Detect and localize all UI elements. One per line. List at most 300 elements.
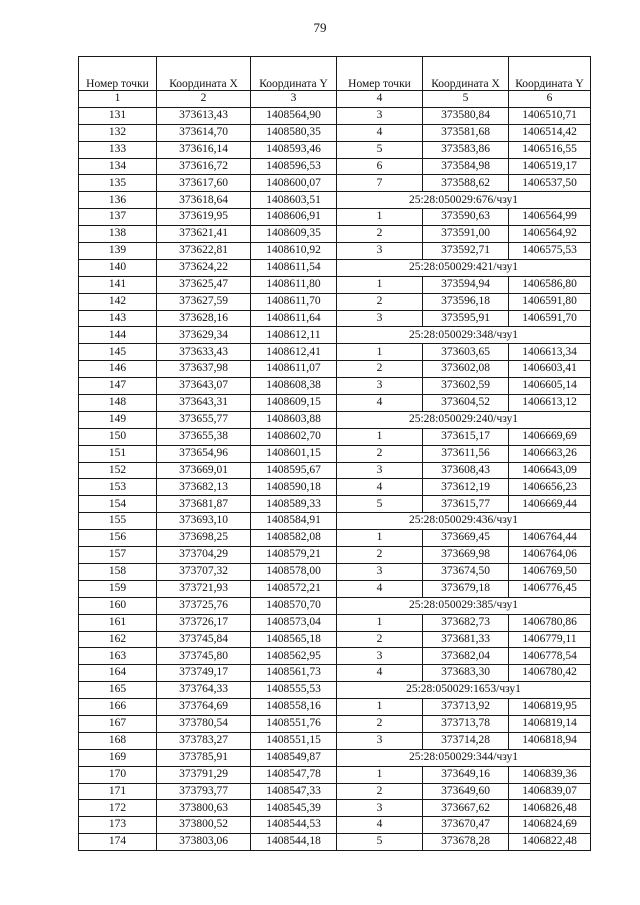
point-number-cell: 2	[337, 631, 423, 648]
coordinate-x-cell: 373603,65	[423, 344, 509, 361]
point-number-cell: 159	[79, 580, 157, 597]
table-row	[79, 614, 591, 631]
coordinate-x-cell: 373725,76	[157, 597, 251, 614]
coordinate-y-cell: 1408590,18	[251, 479, 337, 496]
coordinate-x-cell: 373674,50	[423, 563, 509, 580]
point-number-cell: 172	[79, 800, 157, 817]
coordinate-y-cell: 1406575,53	[509, 243, 591, 260]
point-number-cell: 143	[79, 310, 157, 327]
point-number-cell: 149	[79, 411, 157, 428]
point-number-cell: 4	[337, 124, 423, 141]
table-row	[79, 715, 591, 732]
coordinate-y-cell: 1408547,33	[251, 783, 337, 800]
coordinate-y-cell: 1408611,70	[251, 293, 337, 310]
coordinate-y-cell: 1408551,76	[251, 715, 337, 732]
coordinate-x-cell: 373649,16	[423, 766, 509, 783]
point-number-cell: 2	[337, 715, 423, 732]
coordinate-y-cell: 1406839,36	[509, 766, 591, 783]
coordinate-x-cell: 373616,14	[157, 141, 251, 158]
coordinate-x-cell: 373683,30	[423, 665, 509, 682]
coordinate-y-cell: 1406586,80	[509, 276, 591, 293]
coordinate-y-cell: 1408612,41	[251, 344, 337, 361]
coordinate-y-cell: 1406605,14	[509, 378, 591, 395]
section-label-cell: 25:28:050029:385/чзу1	[337, 597, 591, 614]
coordinate-y-cell: 1408565,18	[251, 631, 337, 648]
coordinate-x-cell: 373704,29	[157, 547, 251, 564]
coordinate-y-cell: 1408606,91	[251, 209, 337, 226]
coordinate-y-cell: 1406780,42	[509, 665, 591, 682]
coordinate-y-cell: 1408608,38	[251, 378, 337, 395]
coordinate-x-cell: 373669,45	[423, 530, 509, 547]
point-number-cell: 151	[79, 445, 157, 462]
column-number: 1	[79, 91, 157, 108]
coordinate-x-cell: 373633,43	[157, 344, 251, 361]
section-label-cell: 25:28:050029:676/чзу1	[337, 192, 591, 209]
header-row	[79, 57, 591, 91]
coordinate-x-cell: 373637,98	[157, 361, 251, 378]
point-number-cell: 135	[79, 175, 157, 192]
coordinate-x-cell: 373780,54	[157, 715, 251, 732]
coordinate-y-cell: 1406613,34	[509, 344, 591, 361]
table-row	[79, 344, 591, 361]
column-number: 5	[423, 91, 509, 108]
coordinate-x-cell: 373591,00	[423, 226, 509, 243]
point-number-cell: 140	[79, 259, 157, 276]
coordinate-y-cell: 1408609,15	[251, 395, 337, 412]
point-number-cell: 132	[79, 124, 157, 141]
coordinate-y-cell: 1408562,95	[251, 648, 337, 665]
coordinate-y-cell: 1408549,87	[251, 749, 337, 766]
point-number-cell: 3	[337, 310, 423, 327]
table-row	[79, 580, 591, 597]
point-number-cell: 1	[337, 530, 423, 547]
table-row	[79, 631, 591, 648]
coordinate-y-cell: 1408573,04	[251, 614, 337, 631]
coordinate-y-cell: 1408558,16	[251, 699, 337, 716]
point-number-cell: 147	[79, 378, 157, 395]
table-row	[79, 395, 591, 412]
point-number-cell: 136	[79, 192, 157, 209]
table-row	[79, 530, 591, 547]
point-number-cell: 1	[337, 766, 423, 783]
point-number-cell: 146	[79, 361, 157, 378]
section-label-cell: 25:28:050029:421/чзу1	[337, 259, 591, 276]
table-row	[79, 749, 591, 766]
point-number-cell: 164	[79, 665, 157, 682]
table-row	[79, 479, 591, 496]
coordinate-x-cell: 373745,84	[157, 631, 251, 648]
coordinate-y-cell: 1406537,50	[509, 175, 591, 192]
point-number-cell: 2	[337, 445, 423, 462]
coordinate-y-cell: 1406839,07	[509, 783, 591, 800]
coordinate-x-cell: 373678,28	[423, 834, 509, 851]
coordinate-y-cell: 1406514,42	[509, 124, 591, 141]
section-label-cell: 25:28:050029:348/чзу1	[337, 327, 591, 344]
coordinate-y-cell: 1406603,41	[509, 361, 591, 378]
header-point-number-2: Номер точки	[337, 57, 423, 91]
point-number-cell: 162	[79, 631, 157, 648]
coordinate-y-cell: 1408555,53	[251, 682, 337, 699]
coordinate-y-cell: 1408601,15	[251, 445, 337, 462]
point-number-cell: 153	[79, 479, 157, 496]
table-row	[79, 699, 591, 716]
point-number-cell: 165	[79, 682, 157, 699]
table-row	[79, 445, 591, 462]
coordinate-x-cell: 373655,77	[157, 411, 251, 428]
coordinate-y-cell: 1408551,15	[251, 732, 337, 749]
coordinate-x-cell: 373681,87	[157, 496, 251, 513]
point-number-cell: 158	[79, 563, 157, 580]
coordinate-y-cell: 1408610,92	[251, 243, 337, 260]
coordinate-y-cell: 1408595,67	[251, 462, 337, 479]
point-number-cell: 145	[79, 344, 157, 361]
point-number-cell: 1	[337, 344, 423, 361]
point-number-cell: 167	[79, 715, 157, 732]
table-row	[79, 378, 591, 395]
point-number-cell: 3	[337, 800, 423, 817]
coordinate-y-cell: 1408547,78	[251, 766, 337, 783]
coordinate-y-cell: 1406776,45	[509, 580, 591, 597]
table-row	[79, 800, 591, 817]
coordinate-x-cell: 373619,95	[157, 209, 251, 226]
coordinate-x-cell: 373693,10	[157, 513, 251, 530]
coordinate-y-cell: 1408602,70	[251, 428, 337, 445]
coordinate-x-cell: 373670,47	[423, 817, 509, 834]
coordinate-y-cell: 1408611,07	[251, 361, 337, 378]
coordinate-y-cell: 1406564,99	[509, 209, 591, 226]
point-number-cell: 139	[79, 243, 157, 260]
coordinate-x-cell: 373615,17	[423, 428, 509, 445]
coordinate-x-cell: 373726,17	[157, 614, 251, 631]
table-row	[79, 158, 591, 175]
coordinate-y-cell: 1406564,92	[509, 226, 591, 243]
coordinate-x-cell: 373800,63	[157, 800, 251, 817]
table-row	[79, 141, 591, 158]
coordinate-y-cell: 1408596,53	[251, 158, 337, 175]
coordinate-y-cell: 1408564,90	[251, 107, 337, 124]
coordinate-x-cell: 373800,52	[157, 817, 251, 834]
coordinate-x-cell: 373745,80	[157, 648, 251, 665]
column-number-row	[79, 91, 591, 108]
coordinate-x-cell: 373629,34	[157, 327, 251, 344]
point-number-cell: 168	[79, 732, 157, 749]
coordinate-x-cell: 373584,98	[423, 158, 509, 175]
table-row	[79, 513, 591, 530]
point-number-cell: 156	[79, 530, 157, 547]
coordinate-x-cell: 373613,43	[157, 107, 251, 124]
coordinate-x-cell: 373654,96	[157, 445, 251, 462]
coordinate-y-cell: 1406591,80	[509, 293, 591, 310]
table-row	[79, 597, 591, 614]
point-number-cell: 142	[79, 293, 157, 310]
point-number-cell: 154	[79, 496, 157, 513]
coordinate-x-cell: 373698,25	[157, 530, 251, 547]
column-number: 6	[509, 91, 591, 108]
table-row	[79, 226, 591, 243]
point-number-cell: 1	[337, 428, 423, 445]
table-row	[79, 563, 591, 580]
coordinate-y-cell: 1408545,39	[251, 800, 337, 817]
coordinate-y-cell: 1406769,50	[509, 563, 591, 580]
coordinate-x-cell: 373580,84	[423, 107, 509, 124]
coordinate-x-cell: 373590,63	[423, 209, 509, 226]
point-number-cell: 6	[337, 158, 423, 175]
coordinate-x-cell: 373681,33	[423, 631, 509, 648]
coordinate-x-cell: 373608,43	[423, 462, 509, 479]
point-number-cell: 1	[337, 276, 423, 293]
point-number-cell: 2	[337, 547, 423, 564]
coordinate-y-cell: 1408579,21	[251, 547, 337, 564]
coordinate-y-cell: 1408593,46	[251, 141, 337, 158]
table-row	[79, 310, 591, 327]
table-row	[79, 817, 591, 834]
point-number-cell: 3	[337, 462, 423, 479]
column-number: 3	[251, 91, 337, 108]
table-row	[79, 682, 591, 699]
coordinate-y-cell: 1406516,55	[509, 141, 591, 158]
table-row	[79, 462, 591, 479]
table-row	[79, 243, 591, 260]
point-number-cell: 150	[79, 428, 157, 445]
coordinate-y-cell: 1408561,73	[251, 665, 337, 682]
coordinate-y-cell: 1406818,94	[509, 732, 591, 749]
coordinate-x-cell: 373655,38	[157, 428, 251, 445]
point-number-cell: 3	[337, 107, 423, 124]
header-coordinate-x-2: Координата X	[423, 57, 509, 91]
coordinate-y-cell: 1406778,54	[509, 648, 591, 665]
table-row	[79, 293, 591, 310]
coordinate-x-cell: 373764,33	[157, 682, 251, 699]
point-number-cell: 157	[79, 547, 157, 564]
coordinate-y-cell: 1406656,23	[509, 479, 591, 496]
point-number-cell: 5	[337, 496, 423, 513]
point-number-cell: 2	[337, 361, 423, 378]
coordinate-x-cell: 373611,56	[423, 445, 509, 462]
section-label-cell: 25:28:050029:1653/чзу1	[337, 682, 591, 699]
point-number-cell: 144	[79, 327, 157, 344]
table-row	[79, 259, 591, 276]
point-number-cell: 133	[79, 141, 157, 158]
coordinate-y-cell: 1408584,91	[251, 513, 337, 530]
table-row	[79, 428, 591, 445]
coordinate-x-cell: 373721,93	[157, 580, 251, 597]
table-row	[79, 209, 591, 226]
coordinate-x-cell: 373616,72	[157, 158, 251, 175]
coordinate-x-cell: 373618,64	[157, 192, 251, 209]
table-row	[79, 496, 591, 513]
coordinate-x-cell: 373682,13	[157, 479, 251, 496]
coordinate-x-cell: 373679,18	[423, 580, 509, 597]
coordinate-y-cell: 1406591,70	[509, 310, 591, 327]
coordinate-y-cell: 1408611,80	[251, 276, 337, 293]
coordinate-y-cell: 1406764,44	[509, 530, 591, 547]
table-row	[79, 276, 591, 293]
coordinate-x-cell: 373614,70	[157, 124, 251, 141]
point-number-cell: 169	[79, 749, 157, 766]
coordinate-y-cell: 1406826,48	[509, 800, 591, 817]
coordinate-y-cell: 1406669,44	[509, 496, 591, 513]
coordinate-y-cell: 1406824,69	[509, 817, 591, 834]
coordinate-y-cell: 1408611,64	[251, 310, 337, 327]
coordinate-x-cell: 373602,59	[423, 378, 509, 395]
coordinate-x-cell: 373803,06	[157, 834, 251, 851]
coordinate-x-cell: 373764,69	[157, 699, 251, 716]
coordinate-x-cell: 373643,31	[157, 395, 251, 412]
point-number-cell: 152	[79, 462, 157, 479]
header-coordinate-y-2: Координата Y	[509, 57, 591, 91]
table-row	[79, 766, 591, 783]
coordinate-y-cell: 1408611,54	[251, 259, 337, 276]
coordinate-y-cell: 1408609,35	[251, 226, 337, 243]
point-number-cell: 1	[337, 699, 423, 716]
coordinate-x-cell: 373624,22	[157, 259, 251, 276]
header-coordinate-y: Координата Y	[251, 57, 337, 91]
coordinate-x-cell: 373713,78	[423, 715, 509, 732]
coordinate-y-cell: 1408544,53	[251, 817, 337, 834]
coordinate-y-cell: 1408544,18	[251, 834, 337, 851]
point-number-cell: 170	[79, 766, 157, 783]
coordinate-x-cell: 373625,47	[157, 276, 251, 293]
point-number-cell: 134	[79, 158, 157, 175]
table-row	[79, 783, 591, 800]
point-number-cell: 3	[337, 243, 423, 260]
coordinate-x-cell: 373682,04	[423, 648, 509, 665]
coordinate-x-cell: 373602,08	[423, 361, 509, 378]
coordinate-x-cell: 373588,62	[423, 175, 509, 192]
point-number-cell: 173	[79, 817, 157, 834]
coordinate-x-cell: 373615,77	[423, 496, 509, 513]
point-number-cell: 3	[337, 648, 423, 665]
point-number-cell: 3	[337, 378, 423, 395]
point-number-cell: 4	[337, 479, 423, 496]
coordinate-x-cell: 373713,92	[423, 699, 509, 716]
coordinate-y-cell: 1406669,69	[509, 428, 591, 445]
table-row	[79, 361, 591, 378]
table-body	[79, 107, 591, 850]
coordinate-x-cell: 373749,17	[157, 665, 251, 682]
coordinate-y-cell: 1408582,08	[251, 530, 337, 547]
table-row	[79, 732, 591, 749]
point-number-cell: 160	[79, 597, 157, 614]
coordinate-y-cell: 1408612,11	[251, 327, 337, 344]
table-row	[79, 411, 591, 428]
point-number-cell: 4	[337, 665, 423, 682]
table-row	[79, 834, 591, 851]
point-number-cell: 4	[337, 580, 423, 597]
header-coordinate-x: Координата X	[157, 57, 251, 91]
table-row	[79, 327, 591, 344]
point-number-cell: 163	[79, 648, 157, 665]
coordinate-x-cell: 373682,73	[423, 614, 509, 631]
coordinates-table	[78, 56, 591, 851]
point-number-cell: 2	[337, 293, 423, 310]
table-row	[79, 124, 591, 141]
point-number-cell: 1	[337, 209, 423, 226]
coordinate-x-cell: 373604,52	[423, 395, 509, 412]
coordinate-y-cell: 1408589,33	[251, 496, 337, 513]
coordinate-y-cell: 1406663,26	[509, 445, 591, 462]
point-number-cell: 1	[337, 614, 423, 631]
coordinate-x-cell: 373594,94	[423, 276, 509, 293]
point-number-cell: 148	[79, 395, 157, 412]
page-number: 79	[313, 20, 327, 35]
coordinate-y-cell: 1408603,88	[251, 411, 337, 428]
point-number-cell: 138	[79, 226, 157, 243]
point-number-cell: 174	[79, 834, 157, 851]
coordinate-y-cell: 1408603,51	[251, 192, 337, 209]
coordinate-x-cell: 373667,62	[423, 800, 509, 817]
coordinate-y-cell: 1408572,21	[251, 580, 337, 597]
coordinate-x-cell: 373581,68	[423, 124, 509, 141]
coordinate-y-cell: 1406510,71	[509, 107, 591, 124]
point-number-cell: 2	[337, 226, 423, 243]
column-number: 2	[157, 91, 251, 108]
column-number: 4	[337, 91, 423, 108]
coordinate-x-cell: 373785,91	[157, 749, 251, 766]
coordinate-x-cell: 373707,32	[157, 563, 251, 580]
point-number-cell: 2	[337, 783, 423, 800]
coordinate-y-cell: 1406822,48	[509, 834, 591, 851]
point-number-cell: 5	[337, 834, 423, 851]
coordinate-x-cell: 373583,86	[423, 141, 509, 158]
coordinate-y-cell: 1406819,14	[509, 715, 591, 732]
point-number-cell: 4	[337, 395, 423, 412]
coordinate-x-cell: 373622,81	[157, 243, 251, 260]
coordinate-x-cell: 373628,16	[157, 310, 251, 327]
coordinate-y-cell: 1406613,12	[509, 395, 591, 412]
point-number-cell: 155	[79, 513, 157, 530]
table-row	[79, 648, 591, 665]
coordinate-y-cell: 1408600,07	[251, 175, 337, 192]
point-number-cell: 3	[337, 563, 423, 580]
coordinate-x-cell: 373783,27	[157, 732, 251, 749]
point-number-cell: 161	[79, 614, 157, 631]
table-row	[79, 192, 591, 209]
section-label-cell: 25:28:050029:344/чзу1	[337, 749, 591, 766]
point-number-cell: 7	[337, 175, 423, 192]
coordinate-y-cell: 1408578,00	[251, 563, 337, 580]
coordinate-y-cell: 1406779,11	[509, 631, 591, 648]
coordinate-y-cell: 1406643,09	[509, 462, 591, 479]
coordinate-x-cell: 373714,28	[423, 732, 509, 749]
point-number-cell: 171	[79, 783, 157, 800]
coordinate-x-cell: 373793,77	[157, 783, 251, 800]
section-label-cell: 25:28:050029:240/чзу1	[337, 411, 591, 428]
coordinate-x-cell: 373669,98	[423, 547, 509, 564]
header-point-number: Номер точки	[79, 57, 157, 91]
coordinate-x-cell: 373669,01	[157, 462, 251, 479]
table-row	[79, 547, 591, 564]
point-number-cell: 5	[337, 141, 423, 158]
coordinate-y-cell: 1406519,17	[509, 158, 591, 175]
coordinate-y-cell: 1406819,95	[509, 699, 591, 716]
coordinate-x-cell: 373595,91	[423, 310, 509, 327]
coordinate-y-cell: 1408580,35	[251, 124, 337, 141]
coordinate-x-cell: 373621,41	[157, 226, 251, 243]
point-number-cell: 137	[79, 209, 157, 226]
section-label-cell: 25:28:050029:436/чзу1	[337, 513, 591, 530]
coordinate-x-cell: 373596,18	[423, 293, 509, 310]
point-number-cell: 166	[79, 699, 157, 716]
coordinate-x-cell: 373643,07	[157, 378, 251, 395]
coordinate-x-cell: 373791,29	[157, 766, 251, 783]
table-row	[79, 107, 591, 124]
coordinate-y-cell: 1406764,06	[509, 547, 591, 564]
coordinate-y-cell: 1408570,70	[251, 597, 337, 614]
coordinate-x-cell: 373592,71	[423, 243, 509, 260]
coordinate-x-cell: 373617,60	[157, 175, 251, 192]
table-row	[79, 665, 591, 682]
